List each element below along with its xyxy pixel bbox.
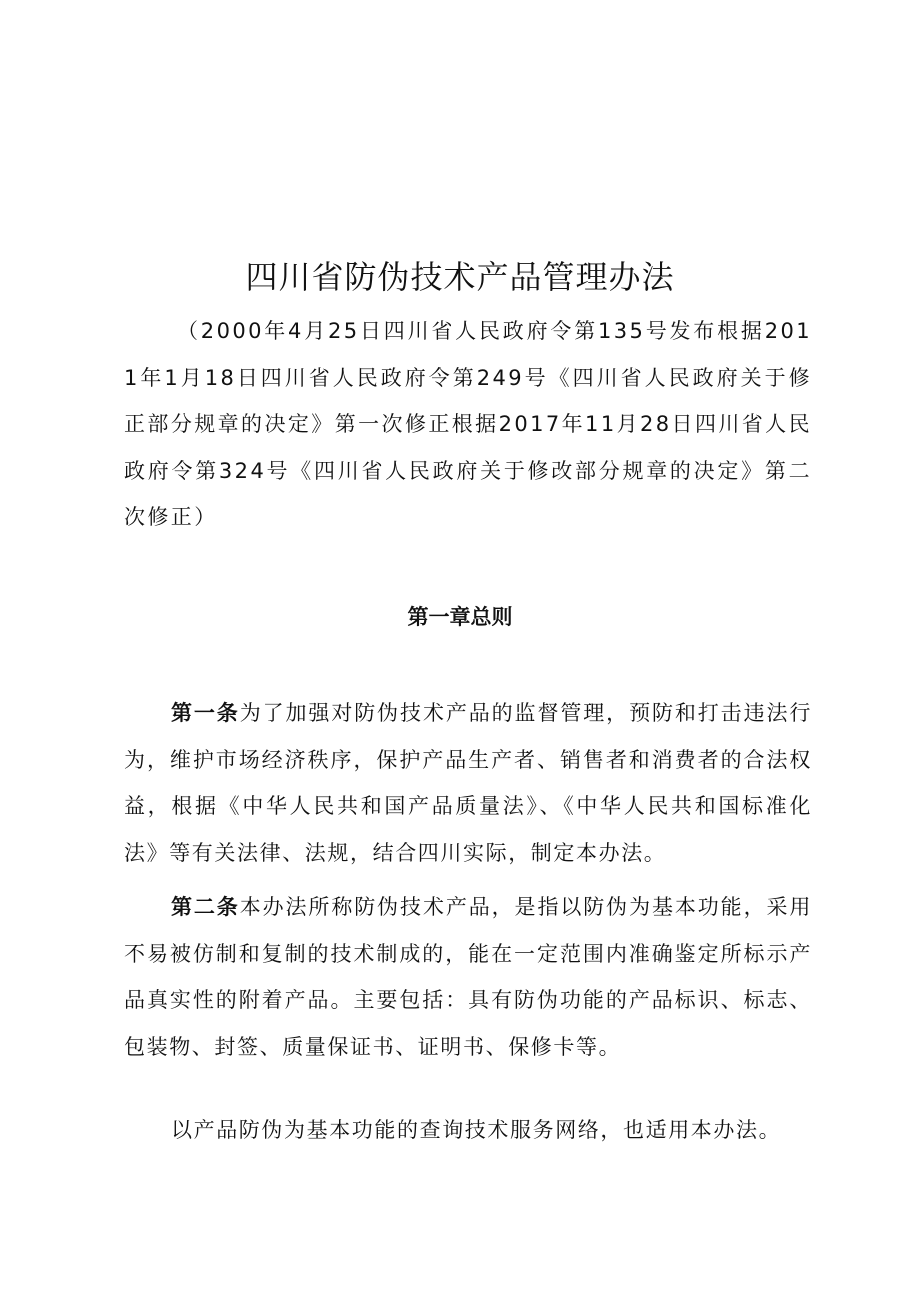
article-2-label: 第二条 [171,895,240,919]
amendment-history-note: （2000年4月25日四川省人民政府令第135号发布根据2011年1月18日四川省人民政府令第249号《四川省人民政府关于修正部分规章的决定》第一次修正根据2017年11月28日四川省人民政府令第324号《四川省人民政府关于修改部分规章的决定》第二次修正） [124,319,812,529]
document-title: 四川省防伪技术产品管理办法 [245,258,675,296]
article-2-text: 本办法所称防伪技术产品，是指以防伪为基本功能，采用不易被仿制和复制的技术制成的，能在一定范围内准确鉴定所标示产品真实性的附着产品。主要包括：具有防伪功能的产品标识、标志、包装物、封签、质量保证书、证明书、保修卡等。 [124,895,812,1059]
article-1-text: 为了加强对防伪技术产品的监督管理，预防和打击违法行为，维护市场经济秩序，保护产品生产者、销售者和消费者的合法权益，根据《中华人民共和国产品质量法》、《中华人民共和国标准化法》等有关法律、法规，结合四川实际，制定本办法。 [124,701,812,865]
article-1-paragraph [124,690,812,876]
scope-paragraph: 以产品防伪为基本功能的查询技术服务网络，也适用本办法。 [171,1118,782,1142]
article-2-paragraph [124,884,812,1070]
chapter-heading: 第一章总则 [407,605,513,629]
article-1-label: 第一条 [171,701,240,725]
